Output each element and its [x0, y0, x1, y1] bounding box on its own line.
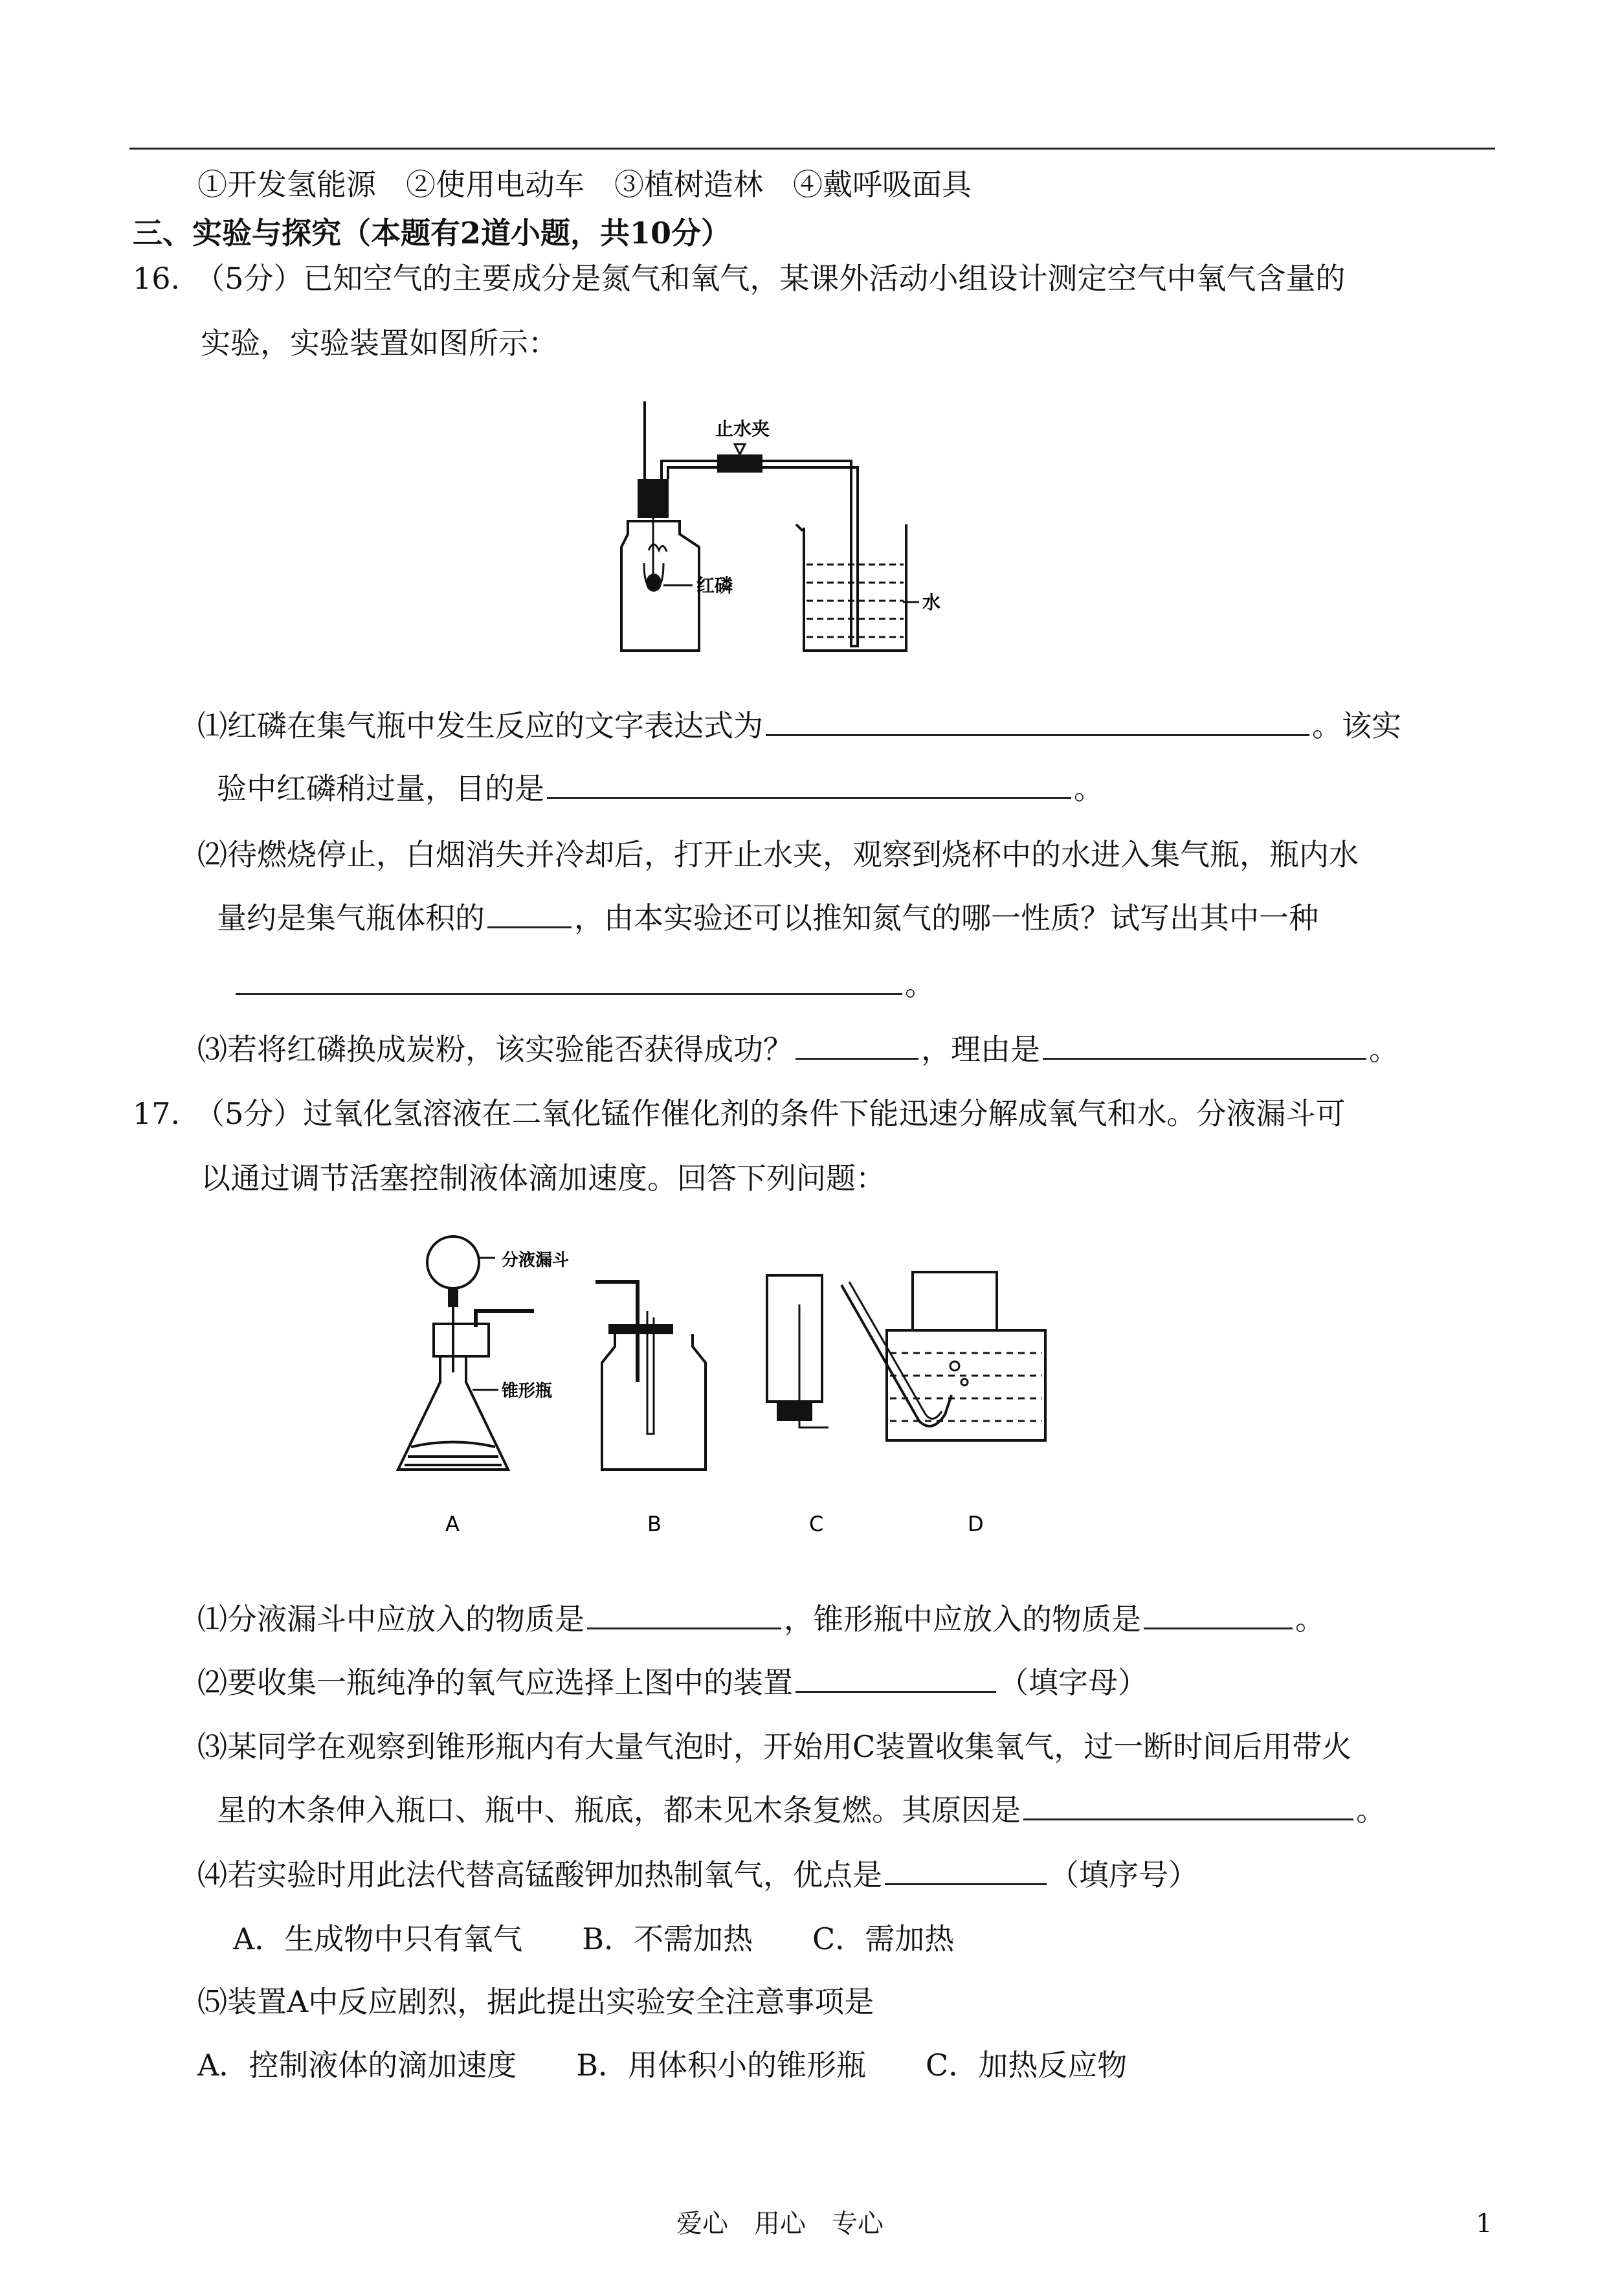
answer-blank-2[interactable] — [547, 768, 1071, 799]
answer-blank-9[interactable] — [795, 1662, 996, 1693]
q17-part4-options: A．生成物中只有氧气 B．不需加热 C．需加热 — [233, 1921, 955, 1956]
label-separatory-funnel: 分液漏斗 — [502, 1251, 570, 1270]
q16-part1-line2: 验中红磷稍过量，目的是 。 — [217, 768, 1104, 808]
answer-blank-5[interactable] — [795, 1029, 918, 1060]
answer-blank-4[interactable] — [236, 965, 902, 995]
label-apparatus-b: B — [647, 1512, 662, 1536]
answer-blank-1[interactable] — [766, 706, 1309, 736]
label-conical-flask: 锥形瓶 — [502, 1381, 553, 1401]
q17-part1: ⑴分液漏斗中应放入的物质是 ，锥形瓶中应放入的物质是 。 — [197, 1599, 1325, 1639]
label-apparatus-d: D — [968, 1512, 984, 1536]
answer-blank-8[interactable] — [1144, 1599, 1293, 1629]
answer-blank-10[interactable] — [1023, 1790, 1353, 1820]
q16-part2-line1: ⑵待燃烧停止，白烟消失并冷却后，打开止水夹，观察到烧杯中的水进入集气瓶，瓶内水 — [197, 837, 1359, 872]
q16-part2-line2: 量约是集气瓶体积的 ，由本实验还可以推知氮气的哪一性质？试写出其中一种 — [217, 898, 1318, 937]
q16-intro-line2: 实验，实验装置如图所示： — [201, 326, 558, 361]
answer-blank-3[interactable] — [487, 898, 572, 928]
q17-part3-line1: ⑶某同学在观察到锥形瓶内有大量气泡时，开始用C装置收集氧气，过一断时间后用带火 — [197, 1729, 1352, 1764]
q16-part3: ⑶若将红磷换成炭粉，该实验能否获得成功？ ，理由是 。 — [197, 1029, 1399, 1069]
answer-blank-7[interactable] — [587, 1599, 781, 1629]
section3-title: 三、实验与探究（本题有2道小题，共10分） — [133, 216, 731, 251]
q17-part4: ⑷若实验时用此法代替高锰酸钾加热制氧气，优点是 （填序号） — [197, 1855, 1198, 1894]
page-number: 1 — [1476, 2209, 1493, 2239]
footer-motto: 爱心 用心 专心 — [676, 2209, 884, 2239]
q17-part5-options: A．控制液体的滴加速度 B．用体积小的锥形瓶 C．加热反应物 — [197, 2048, 1128, 2083]
q17-intro-line1: 17. （5分）过氧化氢溶液在二氧化锰作催化剂的条件下能迅速分解成氧气和水。分液漏斗可 — [133, 1096, 1346, 1131]
q16-part2-line3: 。 — [233, 965, 935, 1004]
q16-part1-line1: ⑴红磷在集气瓶中发生反应的文字表达式为 。该实 — [197, 706, 1401, 745]
q17-apparatus-figure — [388, 1227, 1165, 1544]
q17-part2: ⑵要收集一瓶纯净的氧气应选择上图中的装置 （填字母） — [197, 1662, 1148, 1702]
q17-part5: ⑸装置A中反应剧烈，据此提出实验安全注意事项是 — [197, 1984, 874, 2019]
q16-intro-line1: 16. （5分）已知空气的主要成分是氮气和氧气，某课外活动小组设计测定空气中氧气含量的 — [133, 261, 1346, 296]
label-water: 水 — [922, 592, 941, 613]
top-options: ①开发氢能源 ②使用电动车 ③植树造林 ④戴呼吸面具 — [197, 167, 972, 202]
label-apparatus-c: C — [809, 1512, 824, 1536]
label-apparatus-a: A — [445, 1512, 460, 1536]
label-water-clamp: 止水夹 — [715, 418, 770, 440]
label-red-phosphorus: 红磷 — [696, 575, 733, 596]
q16-apparatus-figure — [602, 395, 971, 660]
q17-intro-line2: 以通过调节活塞控制液体滴加速度。回答下列问题： — [201, 1161, 885, 1196]
answer-blank-11[interactable] — [885, 1855, 1047, 1885]
header-rule — [129, 148, 1495, 150]
q17-part3-line2: 星的木条伸入瓶口、瓶中、瓶底，都未见木条复燃。其原因是 。 — [217, 1790, 1386, 1829]
answer-blank-6[interactable] — [1043, 1029, 1366, 1060]
